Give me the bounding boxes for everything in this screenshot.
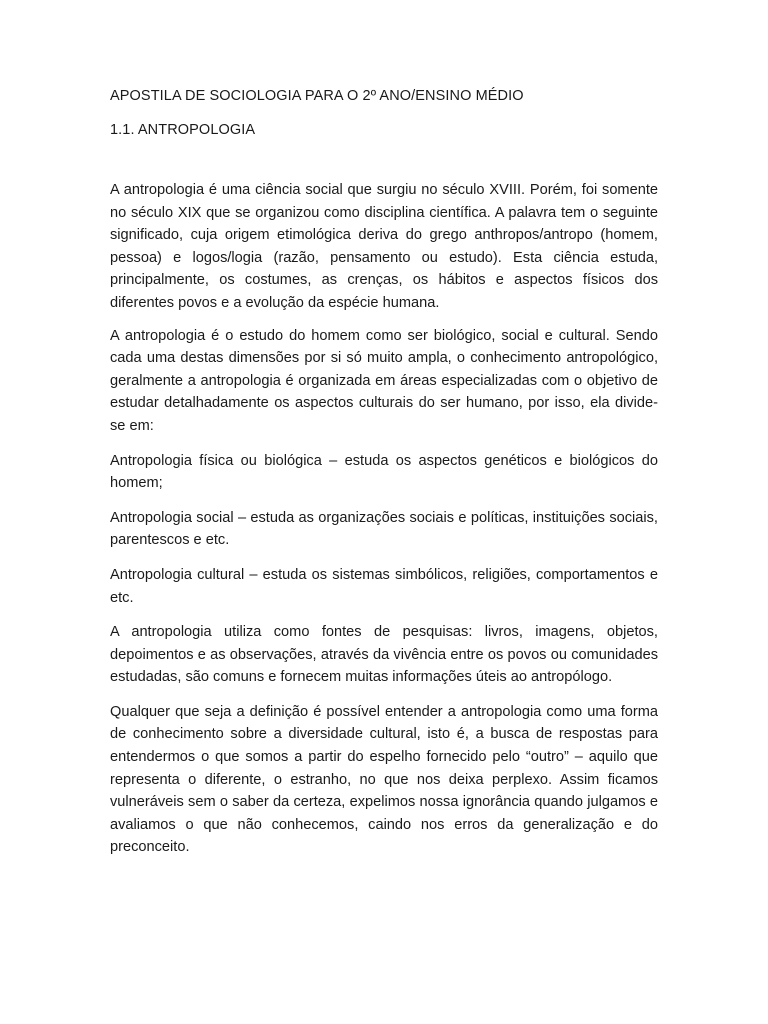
document-body [110,85,658,871]
paragraph-cultural-anthropology: Antropologia cultural – estuda os sistemas simbólicos, religiões, comportamentos e etc. [110,566,658,606]
paragraph-sources: A antropologia utiliza como fontes de pesquisas: livros, imagens, objetos, depoimentos e as observações, através da vivência entre os povos ou comunidades estudadas, são comuns e fornecem muitas informações úteis ao antropólogo. [110,624,658,686]
paragraph-social-anthropology: Antropologia social – estuda as organizações sociais e políticas, instituições sociais, parentescos e etc. [110,509,658,549]
paragraph-physical-anthropology: Antropologia física ou biológica – estuda os aspectos genéticos e biológicos do homem; [110,452,658,492]
paragraph-intro: A antropologia é uma ciência social que surgiu no século XVIII. Porém, foi somente no século XIX que se organizou como disciplina científica. A palavra tem o seguinte significado, cuja origem etimológica deriva do grego anthropos/antropo (homem, pessoa) e logos/logia (razão, pensamento ou estudo). Esta ciência estuda, principalmente, os costumes, as crenças, os hábitos e aspectos físicos dos diferentes povos e a evolução da espécie humana. [110,182,658,311]
paragraph-conclusion: Qualquer que seja a definição é possível entender a antropologia como uma forma de conhecimento sobre a diversidade cultural, isto é, a busca de respostas para entendermos o que somos a partir do espelho fornecido pelo “outro” – aquilo que representa o diferente, o estranho, no que nos deixa perplexo. Assim ficamos vulneráveis sem o saber da certeza, expelimos nossa ignorância quando julgamos e avaliamos o que não conhecemos, caindo nos erros da generalização e do preconceito. [110,703,658,856]
section-heading: 1.1. ANTROPOLOGIA [110,122,256,138]
document-title: APOSTILA DE SOCIOLOGIA PARA O 2º ANO/ENSINO MÉDIO [110,88,524,104]
paragraph-definition: A antropologia é o estudo do homem como ser biológico, social e cultural. Sendo cada uma destas dimensões por si só muito ampla, o conhecimento antropológico, geralmente a antropologia é organizada em áreas especializadas com o objetivo de estudar detalhadamente os aspectos culturais do ser humano, por isso, ela divide-se em: [110,327,658,434]
